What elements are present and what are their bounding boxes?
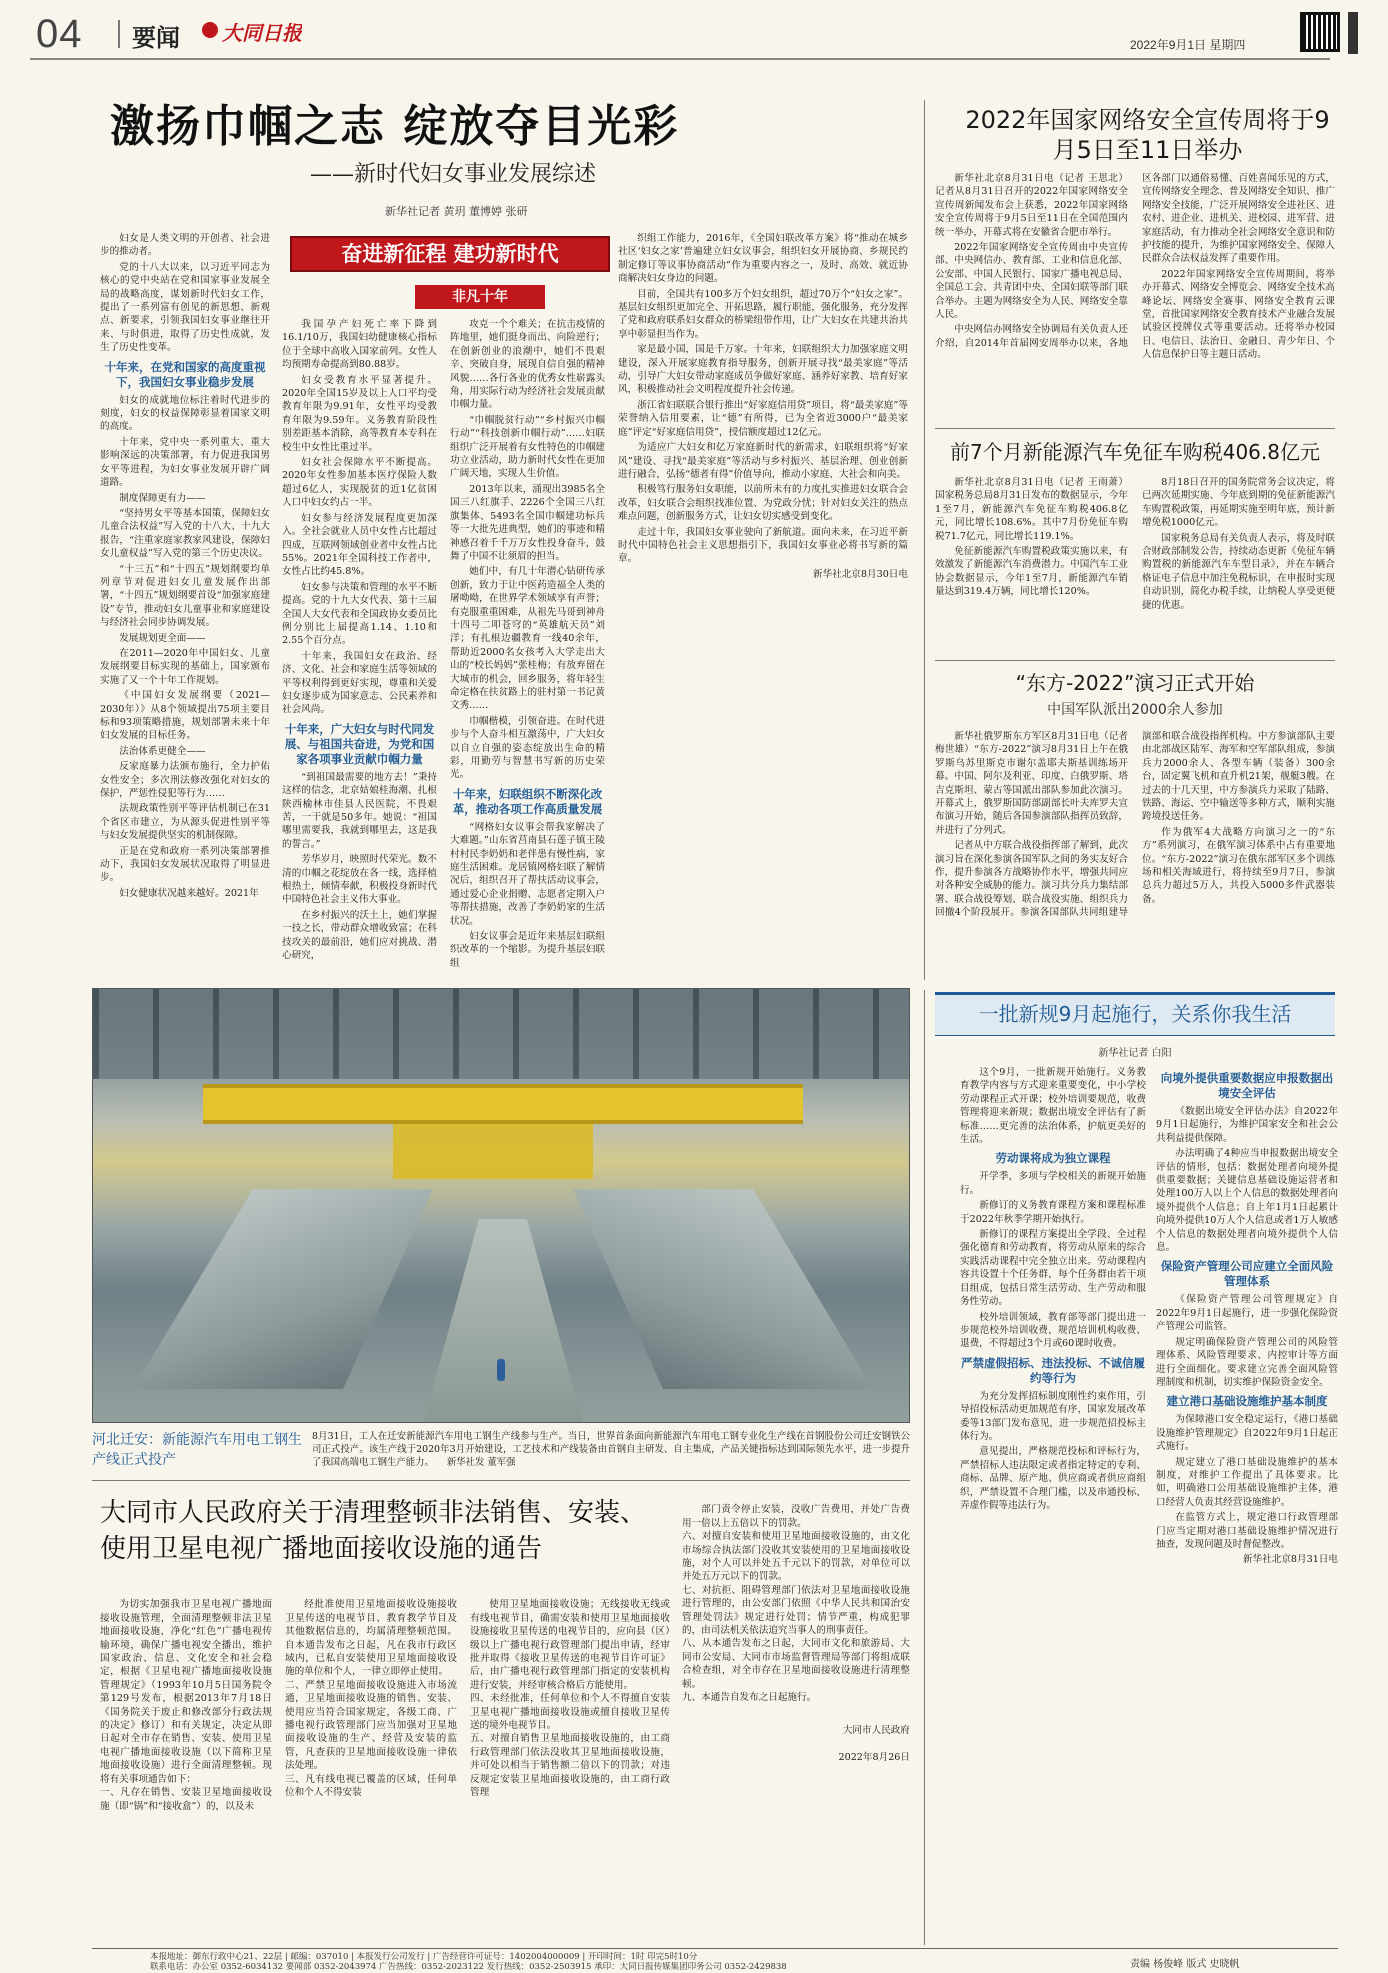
- paragraph: 开学季，多项与学校相关的新规开始施行。: [960, 1171, 1146, 1196]
- paragraph: 反家庭暴力法颁布施行，全力护佑女性安全；多次刑法修改强化对妇女的保护，严惩性侵犯等行为……: [100, 761, 270, 800]
- r4-header-bar: [935, 992, 1335, 1036]
- paragraph: 法治体系更健全——: [119, 745, 206, 757]
- paragraph: 《保险资产管理公司管理规定》自2022年9月1日起施行，进一步强化保险资产管理公司监管。: [1156, 1294, 1338, 1333]
- r4-byline: 新华社记者 白阳: [1098, 1048, 1172, 1059]
- paragraph: 国家税务总局有关负责人表示，将及时联合财政部制发公告，持续动态更新《免征车辆购置税的新能源汽车车型目录》，并在车辆合格证电子信息中加注免税标识，在申报时实现自动识别，简化办税手续，让纳税人享受更便捷的优惠。: [1142, 532, 1335, 611]
- paragraph: 2022年国家网络安全宣传周期间，将举办开幕式、网络安全博览会、网络安全技术高峰论坛、网络安全赛事、网络安全教育云课堂，首批国家网络安全教育技术产业融合发展试验区授牌仪式等重要活动。还将举办校园日、电信日、法治日、金融日、青少年日、个人信息保护日等主题日活动。: [1142, 268, 1335, 361]
- paragraph: 意见提出，严格规范投标和评标行为，严禁招标人违法限定或者指定特定的专利、商标、品牌、原产地、供应商或者供应商组织，严禁设置不合理门槛，以及串通投标、弄虚作假等违法行为。: [960, 1446, 1146, 1511]
- paragraph: 攻克一个个难关；在抗击疫情的阵地里，她们挺身而出、向险逆行；在创新创业的浪潮中，她们不畏艰辛、突破自身，展现自信自强的精神风貌……各行各业的优秀女性崭露头角，用实际行动为经济社会发展贡献巾帼力量。: [450, 319, 605, 411]
- notice-column-3: [470, 1585, 670, 1945]
- paragraph: 2013年以来，涌现出3985名全国三八红旗手、2226个全国三八红旗集体、5493名全国巾帼建功标兵等一大批先进典型，她们的事迹和精神感召着千千万万女性投身奋斗，鼓舞了中国不让须眉的担当。: [450, 483, 605, 562]
- section-heading: 建立港口基础设施维护基本制度: [1166, 1394, 1328, 1409]
- paragraph: 妇女受教育水平显著提升。2020年全国15岁及以上人口平均受教育年限为9.91年，女性平均受教育年限为9.59年。义务教育阶段性别差距基本消除，高等教育本专科在校生中女性比重过半。: [282, 374, 437, 453]
- photo-caption: [312, 1430, 910, 1469]
- photo-crane: [203, 1084, 803, 1124]
- paragraph: 为适应广大妇女和亿万家庭新时代的新需求，妇联组织将“好家风”建设、寻找“最美家庭”等活动与乡村振兴、基层治理、创业创新进行融合，弘扬“德者有得”价值导向，推动小家庭、大社会和向美。: [618, 442, 908, 480]
- footer-rule: [92, 1948, 1338, 1949]
- paragraph: 中央网信办网络安全协调局有关负责人还介绍，自2014年首届网安周举办以来，各地区各部门以通俗易懂、百姓喜闻乐见的方式，宣传网络安全理念、普及网络安全知识、推广网络安全技能，广泛开展网络安全进社区、进农村、进企业、进机关、进校园、进军营、进家庭活动，有力推动全社会网络安全意识和防护技能的提升，为维护国家网络安全、保障人民群众合法权益发挥了重要作用。: [935, 173, 1335, 349]
- paragraph: 新华社北京8月31日电（记者 王雨萧）国家税务总局8月31日发布的数据显示，今年1至7月，新能源汽车免征车购税406.8亿元，同比增长108.6%。其中7月份免征车购税71.7亿元，同比增长119.1%。: [935, 477, 1128, 542]
- masthead: [0, 0, 1388, 70]
- photo-ceiling: [93, 989, 910, 1079]
- section-heading: 十年来，妇联组织不断深化改革，推动各项工作高质量发展: [452, 786, 603, 816]
- main-column-4: [618, 232, 908, 972]
- paragraph: 十年来，我国妇女在政治、经济、文化、社会和家庭生活等领域的平等权利得到更好实现，尊重和关爱妇女逐步成为国家意志、公民素养和社会风尚。: [282, 650, 437, 716]
- paragraph: 在2011—2020年中国妇女、儿童发展纲要目标实现的基础上，国家颁布实施了又一个十年工作规划。: [100, 647, 270, 686]
- paragraph: 妇女参与经济发展程度更加深入。全社会就业人员中女性占比超过四成，互联网领域创业者中女性占比55%。2021年全国科技工作者中，女性占比约45.8%。: [282, 512, 437, 578]
- photo-credit: 新华社发 董军强: [446, 1457, 516, 1468]
- paragraph: 为切实加强我市卫星电视广播地面接收设施管理，全面清理整顿非法卫星地面接收设施，净化“红色”广播电视传输环境，确保广播电视安全播出，维护国家政治、信息、文化安全和社会稳定，根据《卫星电视广播地面接收设施管理规定》（1993年10月5日国务院令第129号发布，根据2013年7月18日《国务院关于废止和修改部分行政法规的决定》修订）和有关规定，决定从即日起对全市存在销售、安装、使用卫星电视广播地面接收设施（以下简称卫星地面接收设施）进行全面清理整顿。现将有关事项通告如下： 一、凡存在销售、安装卫星地面接收设施（即“锅”和“接收盒”）的，以及未: [100, 1599, 272, 1812]
- notice-column-2: [285, 1585, 457, 1945]
- dateline: 新华社北京8月31日电: [1242, 1554, 1338, 1566]
- main-subtitle: ——新时代妇女事业发展综述: [310, 162, 597, 187]
- paragraph: 作为俄军4大战略方向演习之一的“东方”系列演习，在俄军演习体系中占有重要地位。“东方-2022”演习在俄东部军区多个训练场和相关海域进行，将持续至9月7日，参演总兵力超过5万人，共投入5000多件武器装备。: [1142, 826, 1335, 905]
- qr-code-icon: [1300, 12, 1340, 52]
- section-rule: [935, 428, 1335, 429]
- section-heading: 保险资产管理公司应建立全面风险管理体系: [1160, 1259, 1334, 1289]
- column-divider: [924, 990, 925, 1945]
- paragraph: 妇女议事会是近年来基层妇联组织改革的一个缩影。为提升基层妇联组: [450, 931, 605, 969]
- paragraph: 《中国妇女发展纲要（2021—2030年）》从8个领域提出75项主要目标和93项策略措施，规划部署未来十年妇女发展的目标任务。: [100, 690, 270, 742]
- paragraph: 这个9月，一批新规开始施行。义务教育教学内容与方式迎来重要变化，中小学校劳动课程正式开课；校外培训要规范，收费管理将迎来新规；数据出境安全评估有了新标准……更完善的法治体系，护航更美好的生活。: [960, 1067, 1146, 1146]
- paragraph: 使用卫星地面接收设施；无线接收无线或有线电视节目，确需安装和使用卫星地面接收设施接收卫星传送的电视节目的，应向县（区）级以上广播电视行政管理部门提出申请，经审批并取得《接收卫星传送的电视节目许可证》后，由广播电视行政管理部门指定的安装机构进行安装，并经审核合格后方能使用。 四、未经批准，任何单位和个人不得擅自安装卫星电视广播地面接收设施或擅自接收卫星传送的境外电视节目。 五、对擅自销售卫星地面接收设施的，由工商行政管理部门依法没收其卫星地面接收设施，并可处以相当于销售额二倍以下的罚款；对违反规定安装卫星地面接收设施的，由工商行政管理: [470, 1599, 670, 1799]
- r3-subtitle: 中国军队派出2000余人参加: [1047, 702, 1223, 718]
- r2-title: 前7个月新能源汽车免征车购税406.8亿元: [950, 440, 1320, 464]
- footer-editor: 责编 杨俊峰 版式 史晓帆: [1130, 1959, 1240, 1970]
- paragraph: 2022年国家网络安全宣传周由中央宣传部、中央网信办、教育部、工业和信息化部、公安部、中国人民银行、国家广播电视总局、全国总工会、共青团中央、全国妇联等部门联合举办。主题为网络安全为人民、网络安全靠人民。: [935, 242, 1128, 321]
- side-label: [1348, 12, 1358, 54]
- paragraph: 发展规划更全面——: [119, 632, 206, 644]
- masthead-rule: [30, 58, 1330, 60]
- paragraph: 她们中，有几十年潜心钻研传承创新，致力于让中医药造福全人类的屠呦呦，在世界学术领域享有声誉；有克服重重困难，从祖先马哥到神舟十四号二叩苍穹的“英雄航天员”刘洋；有扎根边疆教育一线40余年，帮助近2000名女孩考入大学走出大山的“校长妈妈”张桂梅；有放弃留在大城市的机会，回乡服务，将年轻生命定格在扶贫路上的驻村第一书记黄文秀……: [450, 566, 605, 712]
- section-name: 要闻: [132, 25, 180, 52]
- section-heading: 十年来，在党和国家的高度重视下，我国妇女事业稳步发展: [104, 359, 266, 389]
- photo-caption-title: 河北迁安：新能源汽车用电工钢生产线正式投产: [92, 1432, 302, 1468]
- paragraph: 规定建立了港口基础设施维护的基本制度，对维护工作提出了具体要求。比如，明确港口公用基础设施维护主体，港口经营人负责其经营设施维护。: [1156, 1456, 1338, 1508]
- photo-line-right: [573, 1189, 873, 1389]
- tag-text: 非凡十年: [452, 289, 508, 305]
- notice-column-4: [682, 1490, 910, 1930]
- main-column-3: [450, 318, 605, 973]
- r4-column-2: [1156, 1066, 1338, 1946]
- page-number: 04: [36, 12, 83, 56]
- r3-text: [935, 730, 1335, 974]
- paragraph: 校外培训领域，教育部等部门提出进一步规范校外培训收费，规范培训机构收费、退费，不得超过3个月或60课时收费。: [960, 1311, 1146, 1350]
- paragraph: 新华社北京8月31日电（记者 王思北）记者从8月31日召开的2022年国家网络安全宣传周新闻发布会上获悉，2022年国家网络安全宣传周将于9月5日至11日在全国范围内统一举办，开幕式将在安徽省合肥市举行。: [935, 173, 1128, 238]
- paragraph: 部门责令停止安装，没收广告费用，并处广告费用一倍以上五倍以下的罚款。 六、对擅自安装和使用卫星地面接收设施的，由文化市场综合执法部门没收其安装使用的卫星地面接收设施，对个人可以并处五千元以下的罚款，对单位可以并处五万元以下的罚款。 七、对抗拒、阻碍管理部门依法对卫星地面接收设施进行管理的，由公安部门依照《中华人民共和国治安管理处罚法》规定进行处罚；情节严重，构成犯罪的，由司法机关依法追究当事人的刑事责任。 八、从本通告发布之日起，大同市文化和旅游局、大同市公安局、大同市市场监督管理局等部门将组成联合检查组，对全市存在卫星地面接收设施进行清理整顿。 九、本通告自发布之日起施行。: [682, 1504, 910, 1704]
- paragraph: 规定明确保险资产管理公司的风险管理体系、风险管理要求、内控审计等方面进行全面细化。要求建立完善全面风险管理制度和机制，切实维护保险资金安全。: [1156, 1336, 1338, 1388]
- r1-title: 2022年国家网络安全宣传周将于9月5日至11日举办: [965, 106, 1330, 164]
- paragraph: 在乡村振兴的沃土上，她们掌握一技之长，带动群众增收致富；在科技攻关的最前沿，她们应对挑战、潜心研究，: [282, 909, 437, 962]
- paragraph: 《数据出境安全评估办法》自2022年9月1日起施行，为维护国家安全和社会公共利益提供保障。: [1156, 1106, 1338, 1144]
- paragraph: 巾帼楷模，引领奋进。在时代进步与个人奋斗相互激荡中，广大妇女以自立自强的姿态绽放出生命的精彩，用勤劳与智慧书写新的历史荣光。: [450, 715, 605, 781]
- section-heading: 劳动课将成为独立课程: [995, 1151, 1111, 1166]
- paragraph: 妇女社会保障水平不断提高。2020年女性参加基本医疗保险人数超过6亿人，实现脱贫的近1亿贫困人口中妇女约占一半。: [282, 457, 437, 509]
- r4-column-1: [960, 1066, 1146, 1946]
- photo-line-left: [133, 1189, 433, 1389]
- banner-text: 奋进新征程 建功新时代: [341, 242, 559, 266]
- paragraph: 记者从中方联合战役指挥部了解到，此次演习旨在深化参演各国军队之间的务实友好合作，提升参演各方战略协作水平，增强共同应对各种安全威胁的能力。演习共分兵力集结部署、联合战役筹划、联合战役实施、组织兵力回撤4个阶段展开。参演各国部队共同组建导演部和联合战役指挥机构。中方参演部队主要由北部战区陆军、海军和空军部队组成，参演兵力2000余人、各型车辆（装备）300余台，固定翼飞机和直升机21架，舰艇3艘。在过去的十几天里，中方参演兵力采取了陆路、铁路、海运、空中输送等多种方式，顺利实施跨境投送任务。: [935, 731, 1335, 919]
- paragraph: “网格妇女议事会帮我家解决了大难题。”山东省莒南县石莲子镇王陵村村民李奶奶和老伴患有慢性病，家庭生活困难。龙居镇网格妇联了解情况后，组织召开了帮扶活动议事会，通过爱心企业捐赠、志愿者定期入户等帮扶措施，改善了李奶奶家的生活状况。: [450, 821, 605, 927]
- paragraph: 妇女是人类文明的开创者、社会进步的推动者。: [100, 233, 270, 258]
- paragraph: 浙江省妇联联合银行推出“好家庭信用贷”项目，将“最美家庭”等荣誉纳入信用要素，让“德”有所得，已为全省近3000户“最美家庭”评定“好家庭信用贷”，授信额度超过12亿元。: [618, 399, 908, 438]
- caption-text: 8月31日，工人在迁安新能源汽车用电工钢生产线参与生产。当日，世界首条面向新能源汽车用电工钢专业化生产线在首钢股份公司迁安钢铁公司正式投产。该生产线于2020年3月开始建设，工艺技术和产线装备由首钢自主研发、自主集成，产品关键指标达到国际领先水平，进一步提升了我国高端电工钢生产能力。: [312, 1431, 910, 1468]
- paragraph: 为充分发挥招标制度刚性约束作用，引导招投标活动更加规范有序，国家发展改革委等13部门发布意见，进一步规范招投标主体行为。: [960, 1390, 1146, 1442]
- notice-title: 大同市人民政府关于清理整顿非法销售、安装、使用卫星电视广播地面接收设施的通告: [100, 1498, 647, 1564]
- paragraph: “巾帼脱贫行动”“乡村振兴巾帼行动”“科技创新巾帼行动”……妇联组织广泛开展着有女性特色的巾帼建功立业活动，助力新时代女性在更加广阔天地，实现人生价值。: [450, 414, 605, 480]
- photo-floor: [423, 1219, 583, 1423]
- paragraph: 为保障港口安全稳定运行，《港口基础设施维护管理规定》自2022年9月1日起正式施行。: [1156, 1414, 1338, 1453]
- column-tag: [415, 285, 545, 309]
- section-heading: 严禁虚假招标、违法投标、不诚信履约等行为: [961, 1355, 1145, 1385]
- paragraph: 新修订的义务教育课程方案和课程标准于2022年秋季学期开始执行。: [960, 1200, 1146, 1225]
- main-column-2: [282, 318, 437, 973]
- notice-date: 2022年8月26日: [838, 1751, 910, 1763]
- main-title: 激扬巾帼之志 绽放夺目光彩: [110, 101, 680, 152]
- notice-column-1: [100, 1585, 272, 1945]
- footer-line-2: 联系电话：办公室 0352-6034132 要闻部 0352-2043974 广告热线：0352-2023122 发行热线：0352-2503915 承印：大同日报传媒集团印务公司 0352-2429838: [150, 1962, 787, 1972]
- paragraph: 走过十年，我国妇女事业驶向了新航道。面向未来，在习近平新时代中国特色社会主义思想指引下，我国妇女事业必将书写新的篇章。: [618, 526, 908, 565]
- paragraph: 法规政策性别平等评估机制已在31个省区市建立，为从源头促进性别平等与妇女发展提供坚实的机制保障。: [100, 803, 270, 842]
- r1-text: [935, 172, 1335, 422]
- r4-title: 一批新规9月起施行，关系你我生活: [978, 1002, 1292, 1026]
- paragraph: 妇女参与决策和管理的水平不断提高。党的十九大女代表、第十三届全国人大女代表和全国政协女委员比例分别比上届提高1.14、1.10和2.55个百分点。: [282, 581, 437, 647]
- main-byline: 新华社记者 黄玥 董博婷 张研: [385, 205, 528, 218]
- paragraph: “坚持男女平等基本国策，保障妇女儿童合法权益”写入党的十八大、十九大报告，“注重家庭家教家风建设，保障妇女儿童权益”写入党的第三个历史决议。: [100, 507, 270, 560]
- r3-title: “东方-2022”演习正式开始: [1015, 671, 1255, 695]
- main-column-1: [100, 232, 270, 972]
- masthead-divider: [118, 20, 120, 48]
- paragraph: “十三五”和“十四五”规划纲要均单列章节对促进妇女儿童发展作出部署，“十四五”规划纲要首设“加强家庭建设”专节，推动妇女儿童事业和家庭建设与经济社会同步协调发展。: [100, 563, 270, 629]
- column-divider: [924, 100, 925, 980]
- logo-mark-icon: [202, 22, 218, 38]
- paragraph: 办法明确了4种应当申报数据出境安全评估的情形，包括：数据处理者向境外提供重要数据；关键信息基础设施运营者和处理100万人以上个人信息的数据处理者向境外提供个人信息；自上年1月1日起累计向境外提供10万人个人信息或者1万人敏感个人信息的数据处理者向境外提供个人信息。: [1156, 1148, 1338, 1254]
- photo-worker: [497, 1359, 505, 1381]
- paragraph: 经批准使用卫星地面接收设施接收卫星传送的电视节目、教育教学节目及其他数据信息的，均属清理整顿范围。自本通告发布之日起，凡在我市行政区域内，已私自安装使用卫星地面接收设施的单位和个人，一律立即停止使用。 二、严禁卫星地面接收设施进入市场流通，卫星地面接收设施的销售、安装、使用应当符合国家规定，各级工商、广播电视行政管理部门应当加强对卫星地面接收设施的生产、经营及安装的监管，凡查获的卫星地面接收设施一律依法处理。 三、凡有线电视已覆盖的区域，任何单位和个人不得安装: [285, 1599, 457, 1799]
- column-banner: [290, 236, 610, 272]
- paragraph: 积极笃行服务妇女职能，以前所未有的力度扎实推进妇女联合会改革，妇女联合会组织找准位置、为党政分忧；针对妇女关注的热点难点问题，创新服务方式，让妇女切实感受到变化。: [618, 484, 908, 523]
- paragraph: 妇女健康状况越来越好。2021年: [119, 887, 259, 899]
- section-rule: [92, 1480, 910, 1481]
- paragraph: 8月18日召开的国务院常务会议决定，将已两次延期实施、今年底到期的免征新能源汽车购置税政策，再延期实施至明年底，预计新增免税1000亿元。: [1142, 477, 1335, 529]
- notice-signature: 大同市人民政府: [842, 1724, 910, 1736]
- news-photo: [92, 988, 910, 1423]
- paragraph: 十年来，党中央一系列重大、重大影响深远的决策部署，有力促进我国男女平等进程，为妇女事业发展开辟广阔道路。: [100, 436, 270, 489]
- paragraph: 织组工作能力，2016年，《全国妇联改革方案》将“推动在城乡社区‘妇女之家’普遍建立妇女议事会，组织妇女开展协商、乡规民约制定修订等议事协商活动”作为重要内容之一，及时、高效、就近协商解决妇女身边的问题。: [618, 233, 908, 285]
- paragraph: 新修订的课程方案提出全学段、全过程强化德育和劳动教育，将劳动从原来的综合实践活动课程中完全独立出来。劳动课程内容共设置十个任务群，每个任务群由若干项目组成，包括日常生活劳动、生产劳动和服务性劳动。: [960, 1229, 1146, 1308]
- paragraph: 正是在党和政府一系列决策部署推动下，我国妇女发展状况取得了明显进步。: [100, 845, 270, 884]
- paper-name: 大同日报: [222, 21, 302, 45]
- photo-crane-support: [393, 1124, 593, 1179]
- section-heading: 十年来，广大妇女与时代同发展、与祖国共奋进，为党和国家各项事业贡献巾帼力量: [284, 721, 435, 766]
- paragraph: 芳华岁月，映照时代荣光。数不清的巾帼之花绽放在各一线，选择植根热土，倾情奉献，积极投身新时代中国特色社会主义伟大事业。: [282, 854, 437, 906]
- r2-text: [935, 476, 1335, 652]
- paragraph: 新华社俄罗斯东方军区8月31日电（记者 梅世雄）“东方-2022”演习8月31日上午在俄罗斯乌苏里斯克市谢尔盖耶夫斯基训练场开幕。中国、阿尔及利亚、印度、白俄罗斯、塔吉克斯坦、蒙古等国派出部队参加此次演习。开幕式上，俄罗斯国防部副部长叶夫库罗夫宣布演习开始，随后各国参演部队指挥员致辞，并进行了分列式。: [935, 731, 1128, 836]
- paragraph: “到祖国最需要的地方去！”秉持这样的信念，北京姑娘桂海潮、扎根陕西榆林市佳县人民医院，不畏艰苦，一干就是50多年。她说：“祖国哪里需要我，我就到哪里去，这是我的誓言。”: [282, 771, 437, 850]
- paragraph: 在监管方式上，规定港口行政管理部门应当定期对港口基础设施维护情况进行抽查，发现问题及时督促整改。: [1156, 1512, 1338, 1550]
- section-heading: 向境外提供重要数据应申报数据出境安全评估: [1160, 1071, 1334, 1100]
- issue-date: 2022年9月1日 星期四: [1130, 38, 1246, 52]
- paragraph: 免征新能源汽车购置税政策实施以来，有效激发了新能源汽车消费潜力。中国汽车工业协会数据显示，今年1至7月，新能源汽车销量达到319.4万辆，同比增长120%。: [935, 546, 1128, 598]
- paper-logo: [202, 16, 302, 48]
- paragraph: 党的十八大以来，以习近平同志为核心的党中央站在党和国家事业发展全局的战略高度，谋划新时代妇女工作，提出了一系列富有创见的新思想、新观点、新要求，引领我国妇女事业继往开来、与时俱进，取得了历史性成就，发生了历史性变革。: [100, 261, 270, 354]
- paragraph: 妇女的成就地位标注着时代进步的刻度，妇女的权益保障彰显着国家文明的高度。: [100, 394, 270, 433]
- paragraph: 目前，全国共有100多万个妇女组织，超过70万个“妇女之家”。基层妇女组织更加完全、开拓思路，履行职能，强化服务，充分发挥了党和政府联系妇女群众的桥梁纽带作用，让广大妇女在共建共治共享中彰显担当作为。: [618, 288, 908, 340]
- paragraph: 我国孕产妇死亡率下降到16.1/10万，我国妇幼健康核心指标位于全球中高收入国家前列。女性人均预期寿命提高到80.88岁。: [282, 319, 437, 371]
- dateline: 新华社北京8月30日电: [812, 568, 908, 580]
- footer-line-1: 本报地址：御东行政中心21、22层 | 邮编：037010 | 本报发行公司发行 | 广告经营许可证号：1402004000009 | 开印时间：1时 印完5时10分: [150, 1952, 698, 1962]
- paragraph: 家是最小国，国是千万家。十年来，妇联组织大力加强家庭文明建设，深入开展家庭教育指导服务，创新开展寻找“最美家庭”等活动，引导广大妇女带动家庭成员争做好家庭、涵养好家教、培育好家风，积极推动社会文明程度提升社会传递。: [618, 344, 908, 396]
- section-rule: [935, 660, 1335, 661]
- paragraph: 制度保障更有力——: [119, 492, 206, 504]
